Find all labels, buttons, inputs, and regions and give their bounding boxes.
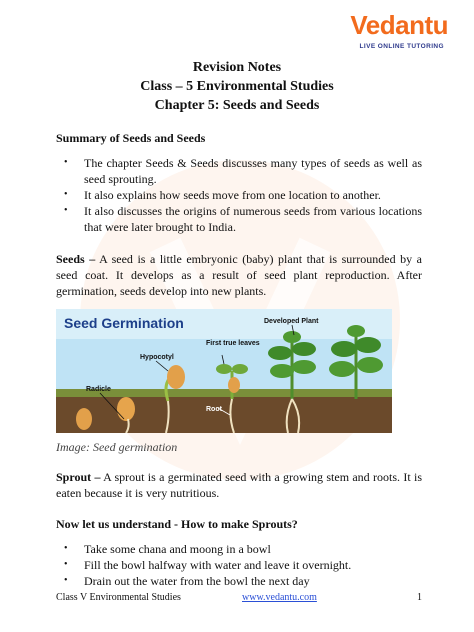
list-item: • It also discusses the origins of numerous seeds from various locations that were later brought to India.	[56, 203, 422, 235]
list-item: • Drain out the water from the bowl the next day	[56, 573, 422, 589]
vedantu-logo	[340, 10, 448, 54]
howto-heading: Now let us understand - How to make Sprouts?	[56, 517, 298, 531]
sprout-paragraph	[56, 469, 422, 501]
logo-tagline: LIVE ONLINE TUTORING	[359, 43, 444, 50]
logo-wordmark	[350, 10, 448, 41]
footer-link[interactable]: www.vedantu.com	[242, 592, 317, 603]
seeds-paragraph	[56, 251, 422, 299]
page-title-block	[0, 58, 474, 115]
logo-wordmark-text: Vedantu	[350, 10, 448, 40]
page-number: 1	[417, 592, 422, 603]
figure-title: Seed Germination	[64, 315, 184, 331]
main-content	[56, 130, 422, 589]
list-item: • Take some chana and moong in a bowl	[56, 541, 422, 557]
summary-heading: Summary of Seeds and Seeds	[56, 131, 206, 145]
figure-caption: Image: Seed germination	[56, 440, 178, 454]
page-footer	[56, 590, 422, 606]
seeds-term: Seeds –	[56, 252, 96, 266]
summary-list	[56, 155, 422, 235]
germination-illustration	[56, 309, 392, 433]
label-first-leaves: First true leaves	[206, 340, 260, 347]
label-radicle: Radicle	[86, 386, 111, 393]
list-item: • Fill the bowl halfway with water and leave it overnight.	[56, 557, 422, 573]
label-developed-plant: Developed Plant	[264, 318, 319, 325]
title-line-1: Revision Notes	[192, 60, 282, 75]
footer-course: Class V Environmental Studies	[56, 592, 181, 603]
list-item: • The chapter Seeds & Seeds discusses many types of seeds as well as seed sprouting.	[56, 155, 422, 187]
seeds-text: A seed is a little embryonic (baby) plant that is surrounded by a seed coat. It develops as a result of seed plant reproduction. After germination, seeds develop into new plants.	[56, 252, 422, 298]
list-item: • It also explains how seeds move from one location to another.	[56, 187, 422, 203]
title-line-3: Chapter 5: Seeds and Seeds	[154, 98, 320, 113]
label-root: Root	[206, 406, 222, 413]
title-line-2: Class – 5 Environmental Studies	[140, 79, 334, 94]
sprout-term: Sprout –	[56, 470, 101, 484]
howto-list	[56, 541, 422, 589]
germination-figure	[56, 309, 392, 433]
label-hypocotyl: Hypocotyl	[140, 354, 174, 361]
sprout-text: A sprout is a germinated seed with a growing stem and roots. It is eaten because it is very nutritious.	[56, 470, 422, 500]
